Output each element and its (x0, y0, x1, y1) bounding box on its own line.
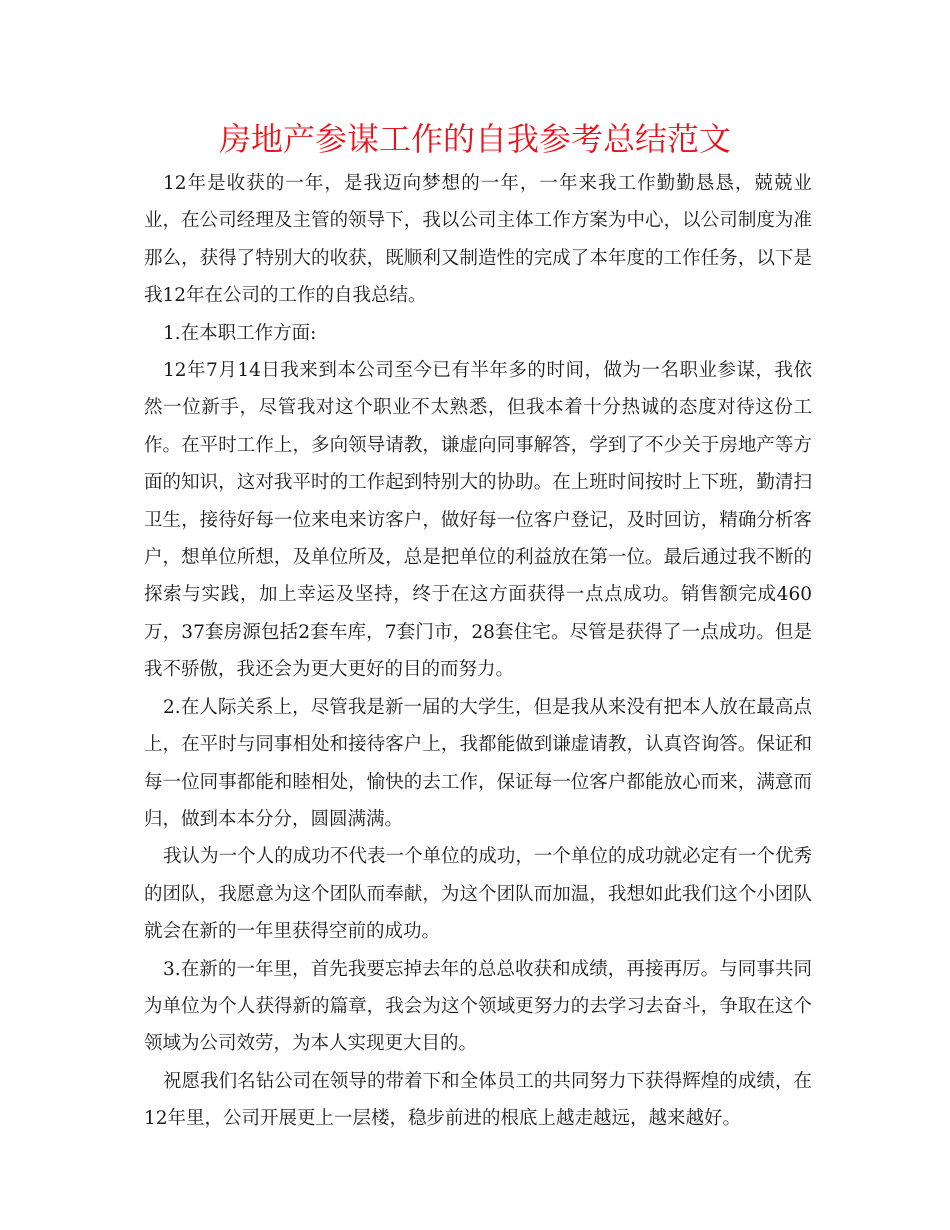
paragraph-section-1-body: 12年7月14日我来到本公司至今已有半年多的时间，做为一名职业参谋，我依然一位新手，尽管我对这个职业不太熟悉，但我本着十分热诚的态度对待这份工作。在平时工作上，多向领导请教，谦虚向同事解答，学到了不少关于房地产等方面的知识，这对我平时的工作起到特别大的协助。在上班时间按时上下班，勤清扫卫生，接待好每一位来电来访客户，做好每一位客户登记，及时回访，精确分析客户，想单位所想，及单位所及，总是把单位的利益放在第一位。最后通过我不断的探索与实践，加上幸运及坚持，终于在这方面获得一点点成功。销售额完成460万，37套房源包括2套车库，7套门市，28套住宅。尽管是获得了一点成功。但是我不骄傲，我还会为更大更好的目的而努力。 (144, 360, 812, 681)
paragraph-intro: 12年是收获的一年，是我迈向梦想的一年，一年来我工作勤勤恳恳，兢兢业业，在公司经理及主管的领导下，我以公司主体工作方案为中心，以公司制度为准那么，获得了特别大的收获，既顺利又制造性的完成了本年度的工作任务，以下是我12年在公司的工作的自我总结。 (144, 173, 812, 307)
paragraph-section-3: 3.在新的一年里，首先我要忘掉去年的总总收获和成绩，再接再厉。与同事共同为单位为个人获得新的篇章，我会为这个领域更努力的去学习去奋斗，争取在这个领域为公司效劳，为本人实现更大目的。 (144, 958, 812, 1055)
paragraph-team: 我认为一个人的成功不代表一个单位的成功，一个单位的成功就必定有一个优秀的团队，我愿意为这个团队而奉献，为这个团队而加温，我想如此我们这个小团队就会在新的一年里获得空前的成功。 (144, 846, 812, 943)
paragraph-section-1-heading: 1.在本职工作方面: (163, 322, 317, 344)
document-body (144, 165, 812, 1138)
document-title: 房地产参谋工作的自我参考总结范文 (218, 120, 731, 158)
paragraph-section-2: 2.在人际关系上，尽管我是新一届的大学生，但是我从来没有把本人放在最高点上，在平时与同事相处和接待客户上，我都能做到谦虚请教，认真咨询答。保证和每一位同事都能和睦相处，愉快的去工作，保证每一位客户都能放心而来，满意而归，做到本本分分，圆圆满满。 (144, 696, 812, 830)
paragraph-closing: 祝愿我们名钻公司在领导的带着下和全体员工的共同努力下获得辉煌的成绩，在12年里，公司开展更上一层楼，稳步前进的根底上越走越远，越来越好。 (144, 1070, 812, 1130)
